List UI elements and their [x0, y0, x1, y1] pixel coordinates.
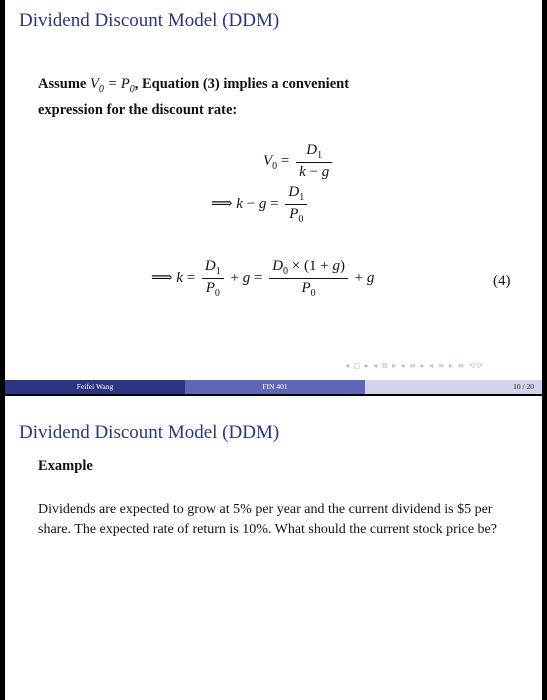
example-heading: Example — [38, 458, 93, 474]
footer-course: FIN 401 — [185, 380, 365, 394]
equation-k-minus-g: ⟹ k − g = $\frac{D_1}{P_0}$ — [211, 184, 310, 225]
right-edge — [542, 0, 547, 700]
example-body: Dividends are expected to grow at 5% per year and the current dividend is $5 per share. The expected rate of return is 10%. What should the current stock price be? — [38, 502, 497, 537]
slide-1-title: Dividend Discount Model (DDM) — [19, 10, 280, 31]
footer-author: Feifei Wang — [5, 380, 185, 394]
slide-2 — [5, 396, 542, 700]
equation-4: ⟹ k = $\frac{D_1}{P_0}$ + g = $\frac{D_0 \times (1 + g)}{P_0}$ + g — [151, 258, 375, 299]
beamer-navigation-icons[interactable]: ◂ ◻ ▸ ◂ ⧉ ▸ ◂ ≡ ▸ ◂ ≡ ▸ ≡ ⟲⟳ — [345, 361, 485, 370]
slide-1 — [5, 0, 542, 391]
slide-footer — [5, 380, 542, 394]
equation-number: (4) — [493, 273, 511, 289]
slide-2-title: Dividend Discount Model (DDM) — [19, 422, 280, 443]
assumption-text: Assume $V_0 = P_0$, Equation (3) implies a convenient expression for the discount rate: — [38, 76, 350, 118]
equation-v0: $V_0$ = $\frac{D_1}{k - g}$ — [263, 142, 335, 181]
footer-page-number: 10 / 20 — [365, 380, 542, 394]
